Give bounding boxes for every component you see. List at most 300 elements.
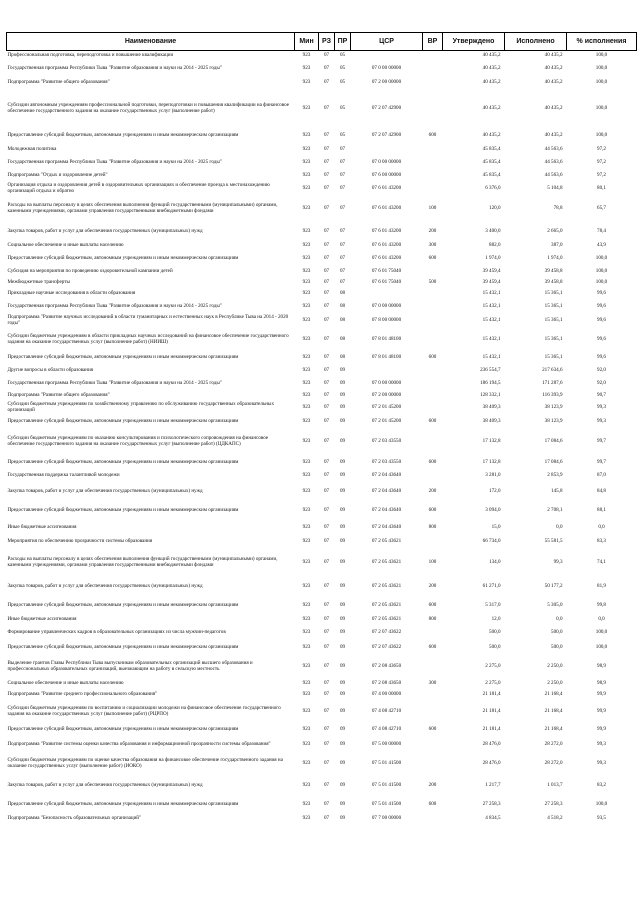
table-body: [7, 51, 637, 824]
cell-rz: 07: [323, 335, 330, 342]
cell-pct: 99,3: [597, 417, 606, 424]
cell-utv: 134,0: [489, 559, 501, 566]
cell-rz: 07: [323, 741, 330, 748]
cell-pr: 09: [339, 726, 346, 733]
cell-vr: 200: [428, 227, 437, 234]
cell-name: Предоставление субсидий бюджетным, автономным учреждениям и иным некоммерческим организациям: [7, 354, 239, 361]
cell-rz: 07: [323, 52, 330, 59]
cell-isp: 2 250,0: [547, 680, 563, 687]
cell-pct: 100,0: [595, 268, 608, 275]
cell-vr: [423, 401, 443, 415]
cell-min: 923: [302, 523, 311, 530]
cell-min: 923: [302, 644, 311, 651]
cell-rz: 07: [323, 403, 330, 410]
cell-pr: 09: [339, 391, 346, 398]
cell-min: 923: [302, 104, 311, 111]
cell-rz: 07: [323, 302, 330, 309]
cell-rz: 07: [323, 601, 330, 608]
cell-utv: 236 554,7: [480, 367, 501, 374]
cell-min: 923: [302, 317, 311, 324]
cell-isp: 500,0: [551, 644, 563, 651]
table-row: [7, 415, 637, 429]
cell-csr: 07 6 01 43200: [371, 184, 402, 191]
cell-rz: 07: [323, 290, 330, 297]
table-row: [7, 62, 637, 76]
cell-pct: 90,7: [597, 391, 606, 398]
cell-pct: 99,3: [597, 760, 606, 767]
cell-vr: 800: [428, 523, 437, 530]
cell-isp: 21 168,4: [544, 726, 563, 733]
cell-utv: 128 332,1: [480, 391, 501, 398]
cell-csr: 07 6 01 43200: [371, 227, 402, 234]
cell-utv: 882,0: [489, 242, 501, 249]
cell-pr: 07: [339, 205, 346, 212]
cell-vr: [423, 145, 443, 156]
cell-isp: 28 272,0: [544, 741, 563, 748]
cell-rz: 07: [323, 487, 330, 494]
cell-vr: [423, 171, 443, 182]
cell-pct: 99,6: [597, 302, 606, 309]
cell-pct: 98,9: [597, 680, 606, 687]
table-row: [7, 521, 637, 535]
cell-min: 923: [302, 227, 311, 234]
cell-isp: 217 634,6: [542, 367, 563, 374]
cell-csr: 07 6 00 00000: [371, 172, 402, 179]
cell-name: Государственная программа Республики Тыва "Развитие образования и науки на 2014 - 2025 годы": [7, 379, 222, 386]
table-row: [7, 456, 637, 471]
cell-pct: 99,6: [597, 317, 606, 324]
cell-rz: 07: [323, 379, 330, 386]
cell-pr: 09: [339, 629, 346, 636]
cell-min: 923: [302, 472, 311, 479]
cell-pr: 09: [339, 644, 346, 651]
cell-min: 923: [302, 680, 311, 687]
table-row: [7, 690, 637, 701]
cell-pct: 99,7: [597, 438, 606, 445]
cell-pct: 74,1: [597, 559, 606, 566]
cell-min: 923: [302, 79, 311, 86]
cell-rz: 07: [323, 582, 330, 589]
cell-csr: 07 2 07 43622: [371, 629, 402, 636]
cell-min: 923: [302, 268, 311, 275]
cell-csr: 07 6 01 75040: [371, 279, 402, 286]
table-row: [7, 656, 637, 679]
cell-utv: 15 432,1: [482, 317, 501, 324]
cell-pct: 100,0: [595, 64, 608, 71]
header-utv: Утверждено: [443, 33, 505, 51]
cell-name: Предоставление субсидий бюджетным, автономным учреждениям и иным некоммерческим организациям: [7, 644, 239, 651]
cell-utv: 40 435,2: [482, 64, 501, 71]
table-row: [7, 535, 637, 550]
cell-vr: [423, 366, 443, 377]
cell-vr: 600: [428, 354, 437, 361]
cell-min: 923: [302, 255, 311, 262]
cell-utv: 4 834,5: [485, 814, 501, 821]
cell-rz: 07: [323, 438, 330, 445]
cell-rz: 07: [323, 680, 330, 687]
cell-vr: [423, 535, 443, 550]
cell-utv: 61 271,0: [482, 582, 501, 589]
cell-pr: 08: [339, 317, 346, 324]
cell-min: 923: [302, 507, 311, 514]
cell-utv: 45 835,4: [482, 146, 501, 153]
cell-isp: 21 168,4: [544, 707, 563, 714]
cell-csr: 07 5 01 41500: [371, 760, 402, 767]
cell-min: 923: [302, 146, 311, 153]
cell-pr: 07: [339, 227, 346, 234]
cell-pr: 08: [339, 335, 346, 342]
cell-min: 923: [302, 52, 311, 59]
cell-csr: 07 7 00 00000: [371, 814, 402, 821]
cell-name: Подпрограмма "Развитие общего образования": [7, 79, 110, 86]
cell-rz: 07: [323, 417, 330, 424]
cell-vr: [423, 701, 443, 723]
cell-csr: 07 2 01 45200: [371, 403, 402, 410]
cell-vr: [423, 62, 443, 76]
cell-utv: 1 217,7: [485, 781, 501, 788]
cell-name: Закупка товаров, работ и услуг для обеспечения государственных (муниципальных) нужд: [7, 781, 203, 788]
cell-isp: 44 563,6: [544, 172, 563, 179]
cell-utv: 28 476,0: [482, 760, 501, 767]
cell-csr: 07 2 08 43650: [371, 663, 402, 670]
cell-isp: 1 013,7: [547, 781, 563, 788]
cell-rz: 07: [323, 354, 330, 361]
cell-min: 923: [302, 582, 311, 589]
cell-csr: 07 5 00 00000: [371, 741, 402, 748]
cell-pr: 08: [339, 354, 346, 361]
cell-isp: 55 581,5: [544, 538, 563, 545]
cell-csr: [351, 366, 423, 377]
cell-min: 923: [302, 417, 311, 424]
cell-min: 923: [302, 335, 311, 342]
cell-csr: 07 2 03 43550: [371, 459, 402, 466]
cell-rz: 07: [323, 242, 330, 249]
cell-min: 923: [302, 379, 311, 386]
cell-pr: 09: [339, 559, 346, 566]
cell-isp: 15 365,1: [544, 317, 563, 324]
cell-vr: [423, 76, 443, 91]
cell-pct: 83,3: [597, 538, 606, 545]
cell-isp: 2 708,1: [547, 507, 563, 514]
cell-name: Субсидии бюджетным учреждениям по оценке качества образования на финансовое обеспечение государственного задания на оказание государственных услуг (выполнение работ) (ИОКО): [7, 757, 283, 769]
cell-pr: 09: [339, 367, 346, 374]
cell-csr: 07 8 00 00000: [371, 317, 402, 324]
cell-isp: 40 435,2: [544, 131, 563, 138]
cell-min: 923: [302, 64, 311, 71]
cell-min: 923: [302, 601, 311, 608]
table-row: [7, 223, 637, 241]
header-name: Наименование: [7, 33, 295, 51]
table-row: [7, 597, 637, 615]
cell-utv: 66 734,0: [482, 538, 501, 545]
cell-name: Расходы на выплаты персоналу в целях обеспечения выполнения функций государственными (муниципальными) органами, казенными учреждениями, органами управления государственными внебюджетными фондами: [7, 556, 278, 568]
cell-name: Расходы на выплаты персоналу в целях обеспечения выполнения функций государственными (муниципальными) органами, казенными учреждениями, органами управления государственными внебюджетными фондами: [7, 202, 278, 214]
cell-pct: 84,8: [597, 487, 606, 494]
cell-name: Подпрограмма "Развитие среднего профессионального образования": [7, 691, 158, 698]
cell-vr: 600: [428, 255, 437, 262]
cell-pr: 09: [339, 417, 346, 424]
cell-rz: 07: [323, 255, 330, 262]
cell-min: 923: [302, 741, 311, 748]
cell-name: Предоставление субсидий бюджетным, автономным учреждениям и иным некоммерческим организациям: [7, 507, 239, 514]
cell-name: Подпрограмма "Развитие общего образования": [7, 391, 110, 398]
cell-name: Мероприятия по обеспечению прозрачности системы образования: [7, 538, 153, 545]
cell-csr: 07 8 01 48100: [371, 354, 402, 361]
cell-pct: 100,0: [595, 131, 608, 138]
cell-pr: 09: [339, 582, 346, 589]
cell-isp: 145,8: [551, 487, 563, 494]
cell-name: Закупка товаров, работ и услуг для обеспечения государственных (муниципальных) нужд: [7, 227, 203, 234]
header-vr: ВР: [423, 33, 443, 51]
cell-rz: 07: [323, 146, 330, 153]
table-row: [7, 314, 637, 329]
cell-pct: 0,0: [598, 523, 605, 530]
table-row: [7, 615, 637, 626]
cell-isp: 99,3: [553, 559, 563, 566]
cell-name: Иные бюджетные ассигнования: [7, 523, 77, 530]
table-row: [7, 641, 637, 656]
cell-pr: 05: [339, 131, 346, 138]
cell-pr: 09: [339, 781, 346, 788]
cell-name: Субсидии бюджетным учреждениям в области прикладных научных исследований на финансовое обеспечение государственного задания на оказание государственных услуг (выполнение работ) (НИИШ): [7, 332, 289, 345]
cell-min: 923: [302, 354, 311, 361]
cell-name: Прикладные научные исследования в области образования: [7, 290, 136, 297]
table-row: [7, 391, 637, 401]
cell-isp: 27 258,3: [544, 800, 563, 807]
cell-vr: [423, 377, 443, 391]
cell-pr: 07: [339, 146, 346, 153]
cell-pct: 43,9: [597, 242, 606, 249]
table-row: [7, 329, 637, 351]
cell-isp: 39 458,8: [544, 279, 563, 286]
cell-pr: 07: [339, 172, 346, 179]
cell-rz: 07: [323, 814, 330, 821]
cell-utv: 15 432,1: [482, 290, 501, 297]
cell-min: 923: [302, 302, 311, 309]
table-row: [7, 401, 637, 415]
cell-isp: 78,8: [553, 205, 563, 212]
cell-pr: 07: [339, 268, 346, 275]
table-row: [7, 156, 637, 171]
table-header-row: [7, 33, 637, 51]
cell-rz: 07: [323, 523, 330, 530]
cell-isp: 1 974,0: [547, 255, 563, 262]
cell-pct: 100,0: [595, 104, 608, 111]
cell-min: 923: [302, 691, 311, 698]
cell-vr: [423, 329, 443, 351]
cell-utv: 6 376,0: [485, 184, 501, 191]
cell-pct: 99,9: [597, 691, 606, 698]
cell-utv: 186 194,5: [480, 379, 501, 386]
cell-vr: 200: [428, 487, 437, 494]
table-row: [7, 171, 637, 182]
cell-utv: 21 181,4: [482, 691, 501, 698]
cell-csr: [351, 289, 423, 300]
cell-utv: 21 181,4: [482, 707, 501, 714]
table-row: [7, 738, 637, 753]
cell-csr: 07 2 07 43622: [371, 644, 402, 651]
cell-isp: 40 435,2: [544, 79, 563, 86]
cell-rz: 07: [323, 691, 330, 698]
cell-vr: 600: [428, 131, 437, 138]
cell-pct: 97,2: [597, 146, 606, 153]
cell-min: 923: [302, 290, 311, 297]
cell-pct: 87,0: [597, 472, 606, 479]
cell-csr: 07 5 01 41500: [371, 800, 402, 807]
cell-utv: 15 432,1: [482, 354, 501, 361]
cell-min: 923: [302, 205, 311, 212]
cell-isp: 4 518,2: [547, 814, 563, 821]
cell-name: Предоставление субсидий бюджетным, автономным учреждениям и иным некоммерческим организациям: [7, 131, 239, 138]
cell-min: 923: [302, 760, 311, 767]
cell-pct: 78,4: [597, 227, 606, 234]
cell-utv: 45 835,4: [482, 172, 501, 179]
cell-pr: 09: [339, 472, 346, 479]
cell-min: 923: [302, 242, 311, 249]
cell-min: 923: [302, 538, 311, 545]
cell-rz: 07: [323, 472, 330, 479]
cell-rz: 07: [323, 629, 330, 636]
cell-name: Предоставление субсидий бюджетным, автономным учреждениям и иным некоммерческим организациям: [7, 255, 239, 262]
cell-name: Подпрограмма "Отдых и оздоровление детей": [7, 172, 108, 179]
header-pr: ПР: [335, 33, 351, 51]
cell-utv: 15 432,1: [482, 335, 501, 342]
cell-csr: 07 2 05 43621: [371, 582, 402, 589]
cell-pr: 09: [339, 814, 346, 821]
cell-pct: 0,0: [598, 616, 605, 623]
cell-pr: 08: [339, 290, 346, 297]
cell-pr: 09: [339, 459, 346, 466]
cell-name: Иные бюджетные ассигнования: [7, 616, 77, 623]
cell-min: 923: [302, 438, 311, 445]
cell-pct: 83,2: [597, 781, 606, 788]
cell-isp: 40 435,2: [544, 64, 563, 71]
cell-isp: 15 365,1: [544, 302, 563, 309]
cell-isp: 0,0: [556, 616, 563, 623]
cell-utv: 3 400,0: [485, 227, 501, 234]
cell-min: 923: [302, 279, 311, 286]
header-pct: % исполнения: [567, 33, 637, 51]
cell-pr: 09: [339, 523, 346, 530]
cell-rz: 07: [323, 707, 330, 714]
cell-pct: 92,0: [597, 367, 606, 374]
cell-vr: [423, 429, 443, 456]
cell-name: Организация отдыха и оздоровления детей в оздоровительных организациях и обеспечение проезда к местонахождению организаций отдыха и обратно: [7, 181, 270, 194]
cell-csr: 07 8 01 48100: [371, 335, 402, 342]
cell-csr: 07 2 05 43621: [371, 559, 402, 566]
table-row: [7, 796, 637, 814]
cell-rz: 07: [323, 79, 330, 86]
cell-isp: 21 168,4: [544, 691, 563, 698]
cell-csr: [351, 51, 423, 62]
cell-name: Подпрограмма "Развитие системы оценки качества образования и информационной прозрачности системы образования": [7, 741, 271, 748]
cell-pct: 97,2: [597, 159, 606, 166]
table-row: [7, 241, 637, 252]
cell-vr: 600: [428, 644, 437, 651]
table-row: [7, 182, 637, 196]
table-row: [7, 429, 637, 456]
cell-utv: 17 132,8: [482, 438, 501, 445]
cell-csr: 07 2 07 42900: [371, 131, 402, 138]
cell-pct: 65,7: [597, 205, 606, 212]
cell-utv: 39 459,4: [482, 268, 501, 275]
cell-vr: 100: [428, 559, 437, 566]
cell-csr: 07 6 01 43200: [371, 255, 402, 262]
cell-name: Предоставление субсидий бюджетным, автономным учреждениям и иным некоммерческим организациям: [7, 417, 239, 424]
cell-isp: 40 435,2: [544, 52, 563, 59]
cell-csr: 07 2 05 43621: [371, 538, 402, 545]
cell-name: Подпрограмма "Развитие научных исследований в области гуманитарных и естественных наук в Республике Тыва на 2014 - 2020 годы": [7, 314, 289, 326]
cell-isp: 17 084,6: [544, 438, 563, 445]
cell-rz: 07: [323, 367, 330, 374]
cell-name: Государственная программа Республики Тыва "Развитие образования и науки на 2014 - 2025 годы": [7, 64, 222, 71]
cell-vr: [423, 471, 443, 482]
cell-isp: 5 104,8: [547, 184, 563, 191]
cell-csr: 07 6 01 75040: [371, 268, 402, 275]
cell-name: Субсидии бюджетным учреждениям по воспитанию и социализации молодежи на финансовое обеспечение государственного задания на оказание государственных услуг (выполнение работ) (РЦРПО): [7, 704, 281, 717]
cell-min: 923: [302, 781, 311, 788]
cell-pct: 99,7: [597, 459, 606, 466]
cell-isp: 38 123,9: [544, 417, 563, 424]
cell-vr: 100: [428, 205, 437, 212]
cell-pct: 99,9: [597, 707, 606, 714]
cell-csr: 07 2 04 43640: [371, 472, 402, 479]
cell-name: Молодежная политика: [7, 146, 57, 153]
cell-min: 923: [302, 367, 311, 374]
cell-vr: [423, 814, 443, 824]
cell-rz: 07: [323, 644, 330, 651]
cell-min: 923: [302, 159, 311, 166]
cell-pct: 100,0: [595, 800, 608, 807]
cell-pct: 80,1: [597, 184, 606, 191]
cell-utv: 38 409,3: [482, 403, 501, 410]
cell-isp: 5 305,0: [547, 601, 563, 608]
cell-pr: 07: [339, 279, 346, 286]
cell-rz: 07: [323, 507, 330, 514]
cell-isp: 500,0: [551, 629, 563, 636]
cell-pr: 05: [339, 64, 346, 71]
cell-pct: 100,0: [595, 52, 608, 59]
cell-utv: 3 281,0: [485, 472, 501, 479]
cell-rz: 07: [323, 64, 330, 71]
cell-name: Выделение грантов Главы Республики Тыва выпускникам образовательных организаций высшего образования и профессиональных образовательных организаций, выезжающим на работу в сельскую местность: [7, 660, 253, 672]
cell-csr: 07 2 04 43640: [371, 507, 402, 514]
cell-utv: 500,0: [489, 629, 501, 636]
cell-pr: 09: [339, 707, 346, 714]
cell-isp: 387,0: [551, 242, 563, 249]
cell-csr: 07 6 01 43200: [371, 242, 402, 249]
cell-vr: 500: [428, 279, 437, 286]
cell-pr: 07: [339, 159, 346, 166]
cell-min: 923: [302, 663, 311, 670]
table-row: [7, 577, 637, 597]
cell-vr: [423, 753, 443, 776]
table-row: [7, 753, 637, 776]
cell-csr: 07 2 05 43621: [371, 616, 402, 623]
table-row: [7, 679, 637, 690]
cell-utv: 40 435,2: [482, 104, 501, 111]
cell-pct: 100,0: [595, 644, 608, 651]
cell-pr: 05: [339, 52, 346, 59]
cell-utv: 45 835,4: [482, 159, 501, 166]
cell-pct: 92,0: [597, 379, 606, 386]
cell-name: Социальное обеспечение и иные выплаты населению: [7, 680, 124, 687]
cell-rz: 07: [323, 391, 330, 398]
cell-utv: 39 459,4: [482, 279, 501, 286]
cell-csr: 07 4 08 42710: [371, 726, 402, 733]
cell-pct: 98,9: [597, 663, 606, 670]
cell-utv: 120,0: [489, 205, 501, 212]
